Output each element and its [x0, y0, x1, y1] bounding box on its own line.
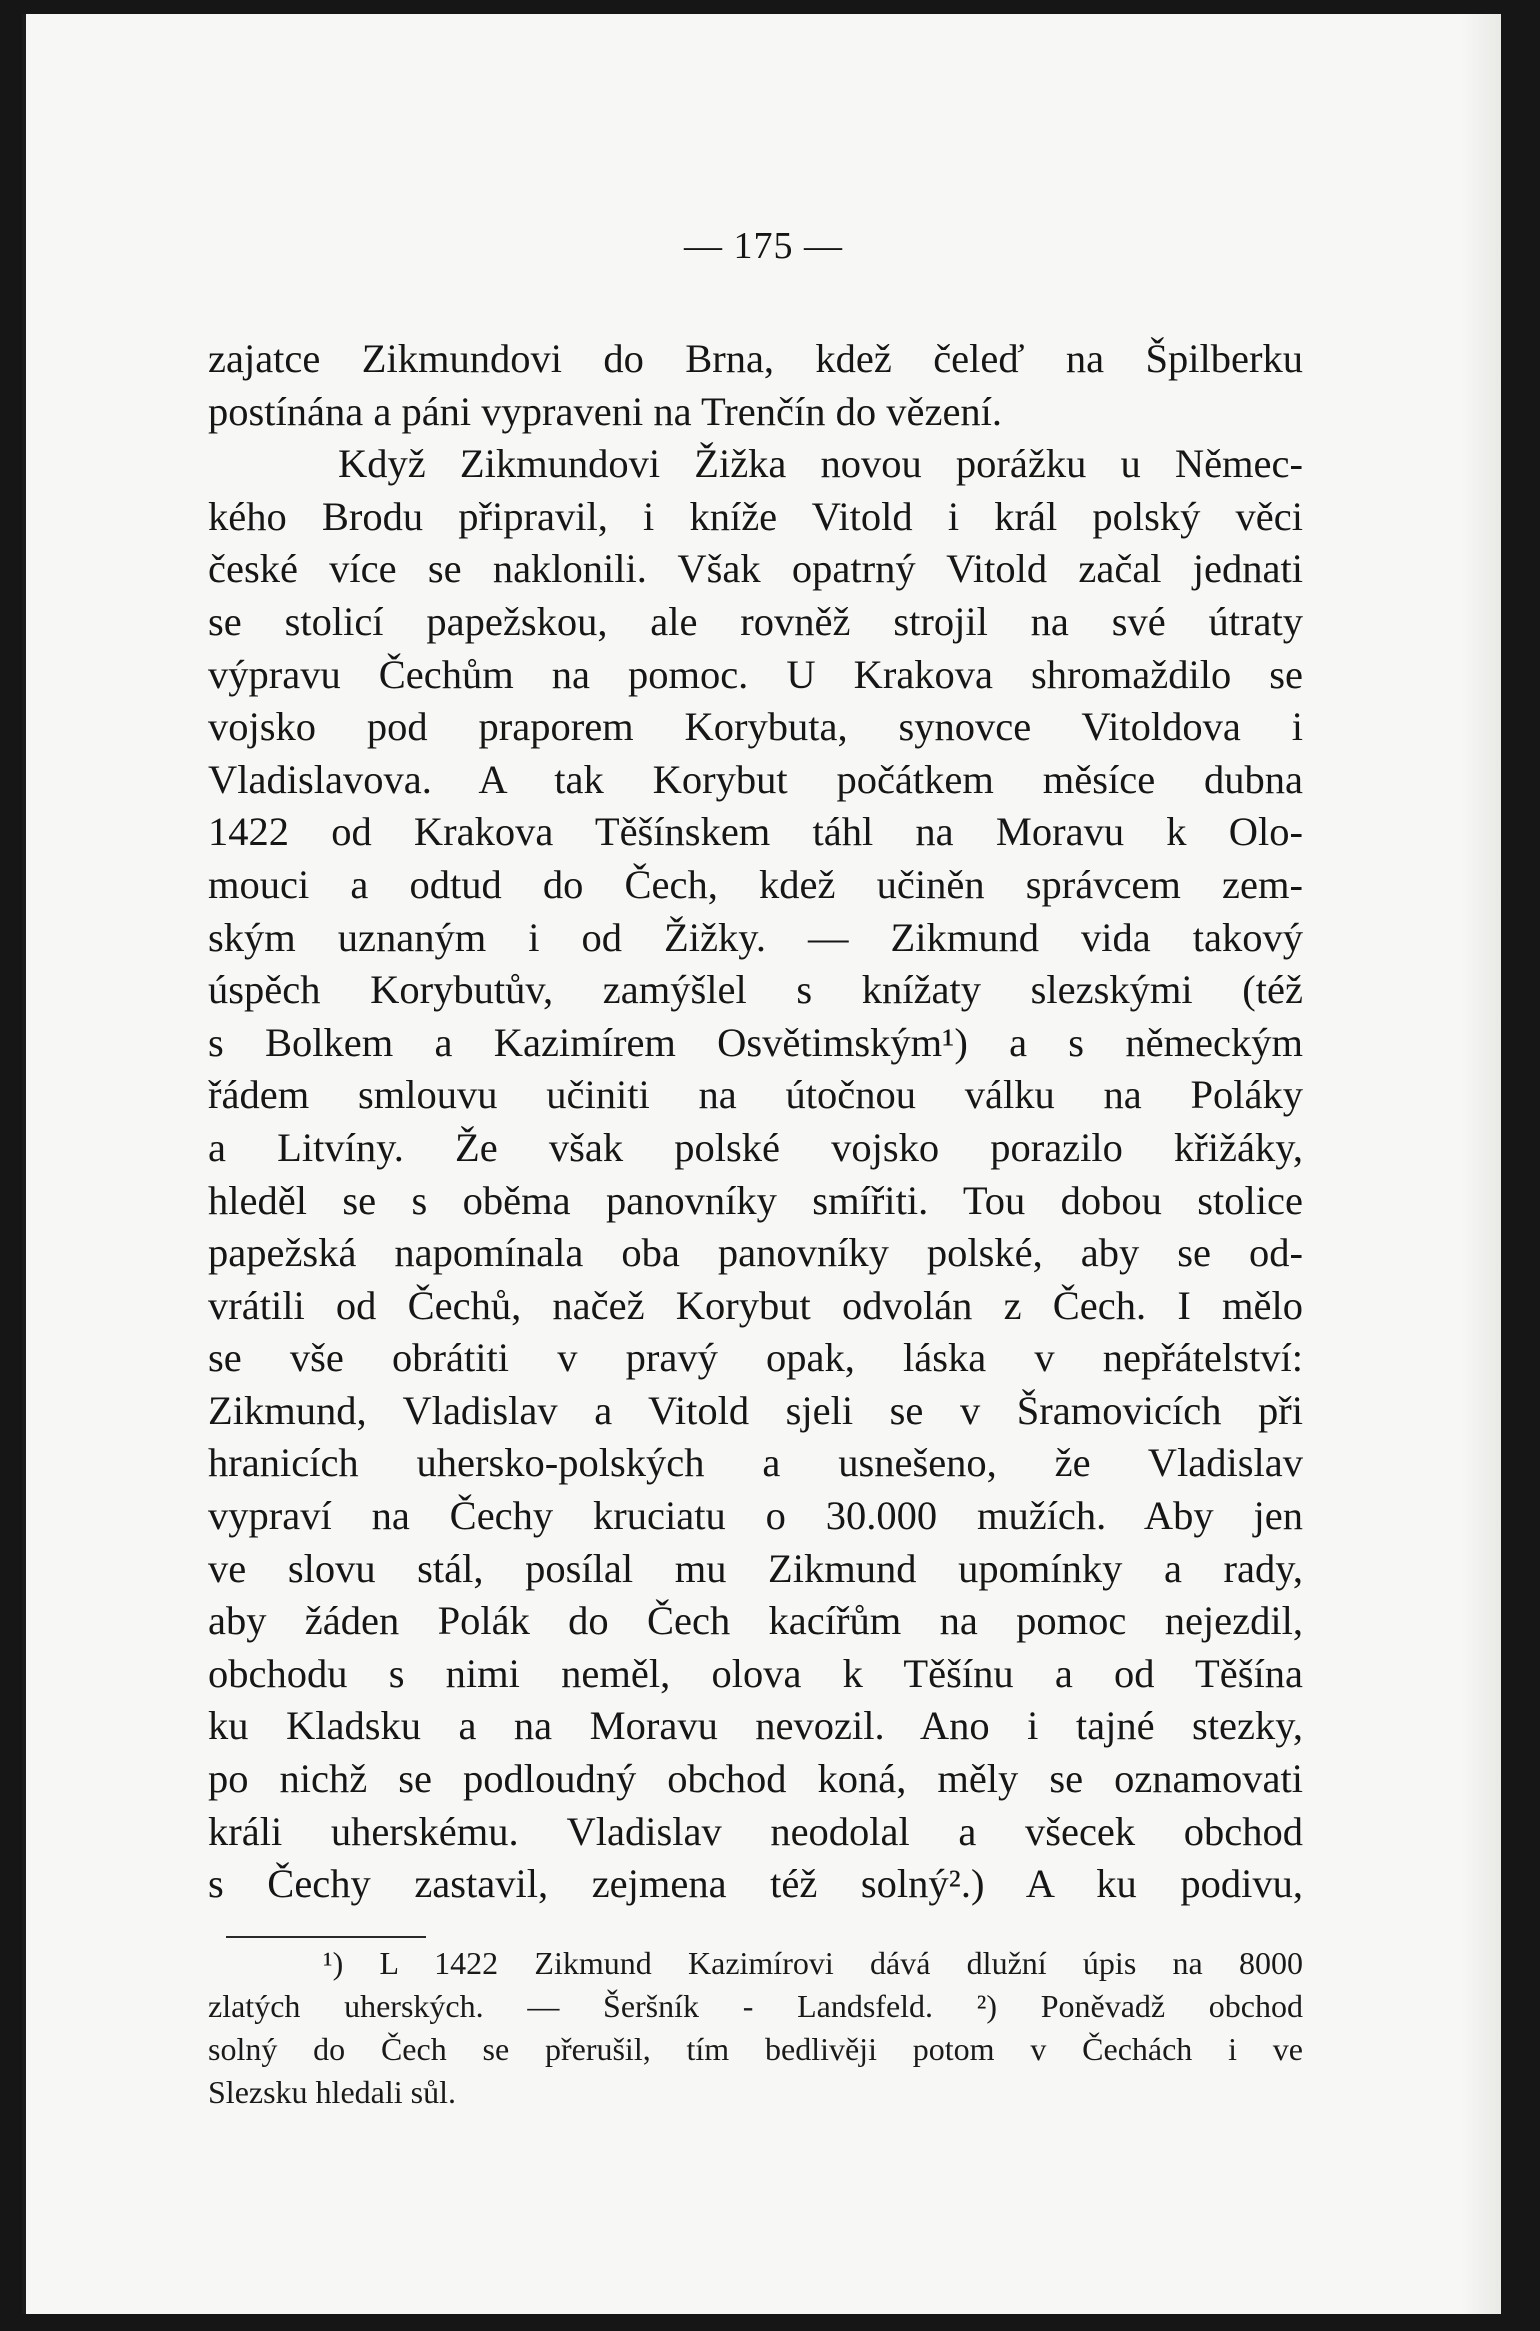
text-line: řádem smlouvu učiniti na útočnou válku na Poláky — [208, 1072, 1303, 1118]
text-line: zajatce Zikmundovi do Brna, kdež čeleď na Špilberku — [208, 336, 1303, 381]
text-line: se vše obrátiti v pravý opak, láska v nepřátelství: — [208, 1335, 1303, 1381]
text-line: kého Brodu připravil, i kníže Vitold i král polský věci — [208, 493, 1303, 539]
text-line: postínána a páni vypraveni na Trenčín do vězení. — [208, 388, 1003, 434]
text-line: aby žáden Polák do Čech kacířům na pomoc nejezdil, — [208, 1598, 1303, 1644]
body-text — [208, 333, 1303, 1911]
text-line: ským uznaným i od Žižky. — Zikmund vida takový — [208, 914, 1303, 960]
footnote-line: solný do Čech se přerušil, tím bedlivěji potom v Čechách i ve — [208, 2031, 1303, 2067]
footnote-rule — [226, 1936, 426, 1938]
text-line: výpravu Čechům na pomoc. U Krakova shromaždilo se — [208, 651, 1303, 697]
text-line: vrátili od Čechů, načež Korybut odvolán z Čech. I mělo — [208, 1282, 1303, 1328]
text-line: české více se naklonili. Však opatrný Vitold začal jednati — [208, 546, 1303, 592]
text-line: s Čechy zastavil, zejmena též solný².) A ku podivu, — [208, 1861, 1303, 1907]
footnote-line: zlatých uherských. — Šeršník - Landsfeld. ²) Poněvadž obchod — [208, 1988, 1303, 2024]
text-line: obchodu s nimi neměl, olova k Těšínu a od Těšína — [208, 1650, 1303, 1696]
text-line: papežská napomínala oba panovníky polské, aby se od- — [208, 1230, 1303, 1276]
text-line: a Litvíny. Že však polské vojsko porazilo křižáky, — [208, 1124, 1303, 1170]
footnotes — [208, 1942, 1303, 2114]
book-page — [22, 14, 1501, 2314]
text-line: s Bolkem a Kazimírem Osvětimským¹) a s německým — [208, 1019, 1303, 1065]
text-line: Když Zikmundovi Žižka novou porážku u Němec- — [338, 441, 1303, 487]
page-number: — 175 — — [684, 225, 843, 267]
text-line: Vladislavova. A tak Korybut počátkem měsíce dubna — [208, 756, 1303, 802]
text-line: ve slovu stál, posílal mu Zikmund upomínky a rady, — [208, 1545, 1303, 1591]
text-line: hleděl se s oběma panovníky smířiti. Tou dobou stolice — [208, 1177, 1303, 1223]
text-line: hranicích uhersko-polských a usnešeno, že Vladislav — [208, 1440, 1303, 1486]
text-line: Zikmund, Vladislav a Vitold sjeli se v Šramovicích při — [208, 1387, 1303, 1433]
text-line: ku Kladsku a na Moravu nevozil. Ano i tajné stezky, — [208, 1703, 1303, 1749]
text-line: se stolicí papežskou, ale rovněž strojil na své útraty — [208, 598, 1303, 644]
page-edge — [1461, 14, 1501, 2314]
text-line: po nichž se podloudný obchod koná, měly se oznamovati — [208, 1756, 1303, 1802]
footnote-line: Slezsku hledali sůl. — [208, 2074, 456, 2110]
text-line: králi uherskému. Vladislav neodolal a všecek obchod — [208, 1808, 1303, 1854]
text-line: úspěch Korybutův, zamýšlel s knížaty slezskými (též — [208, 967, 1303, 1013]
text-line: 1422 od Krakova Těšínskem táhl na Moravu k Olo- — [208, 809, 1303, 855]
text-line: vypraví na Čechy kruciatu o 30.000 mužích. Aby jen — [208, 1493, 1303, 1539]
footnote-line: ¹) L 1422 Zikmund Kazimírovi dává dlužní úpis na 8000 — [323, 1945, 1303, 1981]
text-line: mouci a odtud do Čech, kdež učiněn správcem zem- — [208, 861, 1303, 907]
text-line: vojsko pod praporem Korybuta, synovce Vitoldova i — [208, 704, 1303, 750]
